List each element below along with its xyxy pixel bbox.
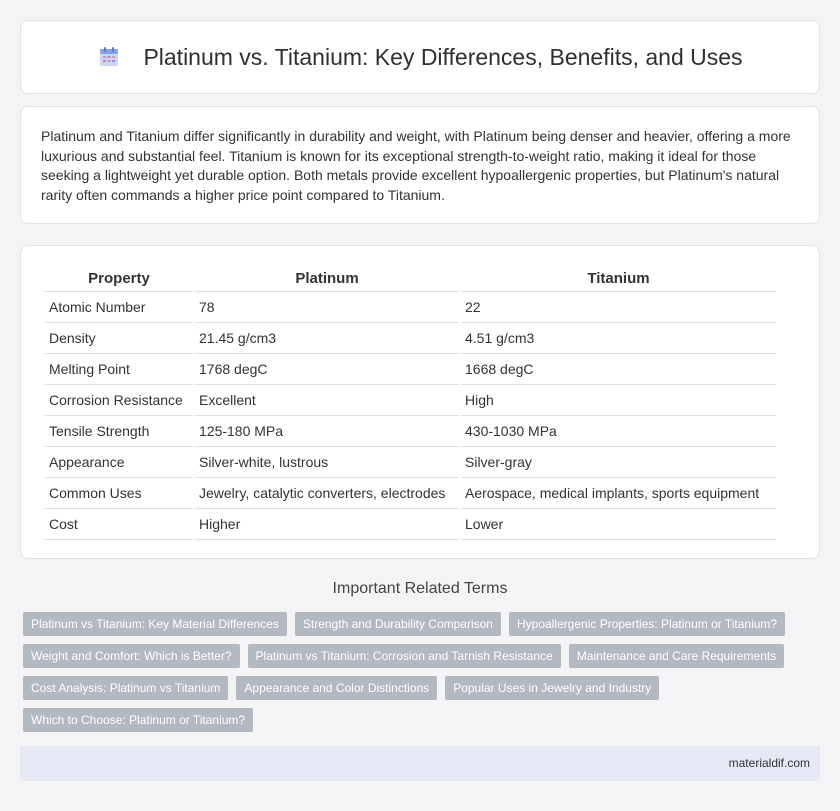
cell-titanium: Lower [461, 509, 776, 540]
table-row [45, 416, 776, 447]
cell-titanium: Aerospace, medical implants, sports equipment [461, 478, 776, 509]
table-header-row [45, 265, 776, 292]
related-term-tag[interactable]: Platinum vs Titanium: Corrosion and Tarnish Resistance [248, 644, 561, 668]
table-row [45, 292, 776, 323]
cell-titanium: 22 [461, 292, 776, 323]
header-titanium: Titanium [461, 265, 776, 292]
cell-titanium: Silver-gray [461, 447, 776, 478]
comparison-table [43, 265, 778, 540]
table-row [45, 385, 776, 416]
related-term-tag[interactable]: Appearance and Color Distinctions [236, 676, 437, 700]
cell-platinum: Excellent [195, 385, 459, 416]
cell-property: Melting Point [45, 354, 193, 385]
title-card [20, 20, 820, 94]
cell-titanium: 4.51 g/cm3 [461, 323, 776, 354]
cell-property: Cost [45, 509, 193, 540]
cell-platinum: Higher [195, 509, 459, 540]
related-term-tag[interactable]: Hypoallergenic Properties: Platinum or Titanium? [509, 612, 785, 636]
page-title-text: Platinum vs. Titanium: Key Differences, Benefits, and Uses [143, 43, 743, 70]
cell-titanium: 430-1030 MPa [461, 416, 776, 447]
related-term-tag[interactable]: Strength and Durability Comparison [295, 612, 501, 636]
related-term-tag[interactable]: Which to Choose: Platinum or Titanium? [23, 708, 253, 732]
related-terms-list [23, 612, 813, 732]
header-property: Property [45, 265, 193, 292]
header-platinum: Platinum [195, 265, 459, 292]
cell-platinum: 1768 degC [195, 354, 459, 385]
intro-paragraph: Platinum and Titanium differ significantly in durability and weight, with Platinum being denser and heavier, offering a more luxurious and substantial feel. Titanium is known for its exceptional strength-to-weight ratio, making it ideal for those seeking a lightweight yet durable option. Both metals provide excellent hypoallergenic properties, but Platinum's natural rarity often commands a higher price point compared to Titanium. [41, 128, 791, 203]
intro-card [20, 106, 820, 224]
cell-property: Common Uses [45, 478, 193, 509]
cell-platinum: 125-180 MPa [195, 416, 459, 447]
related-term-tag[interactable]: Platinum vs Titanium: Key Material Differences [23, 612, 287, 636]
cell-property: Appearance [45, 447, 193, 478]
cell-platinum: Silver-white, lustrous [195, 447, 459, 478]
cell-property: Density [45, 323, 193, 354]
cell-platinum: 78 [195, 292, 459, 323]
cell-titanium: 1668 degC [461, 354, 776, 385]
comparison-table-card [20, 245, 820, 559]
footer-site-link[interactable]: materialdif.com [728, 756, 810, 770]
table-row [45, 354, 776, 385]
footer [20, 746, 820, 781]
cell-platinum: 21.45 g/cm3 [195, 323, 459, 354]
related-term-tag[interactable]: Weight and Comfort: Which is Better? [23, 644, 240, 668]
cell-platinum: Jewelry, catalytic converters, electrodes [195, 478, 459, 509]
related-term-tag[interactable]: Popular Uses in Jewelry and Industry [445, 676, 659, 700]
table-row [45, 447, 776, 478]
table-row [45, 323, 776, 354]
calendar-icon [97, 45, 121, 69]
table-row [45, 509, 776, 540]
table-row [45, 478, 776, 509]
cell-property: Tensile Strength [45, 416, 193, 447]
cell-property: Atomic Number [45, 292, 193, 323]
cell-property: Corrosion Resistance [45, 385, 193, 416]
page-title [97, 44, 742, 71]
related-terms-heading: Important Related Terms [332, 580, 508, 597]
cell-titanium: High [461, 385, 776, 416]
related-term-tag[interactable]: Maintenance and Care Requirements [569, 644, 784, 668]
related-term-tag[interactable]: Cost Analysis: Platinum vs Titanium [23, 676, 228, 700]
